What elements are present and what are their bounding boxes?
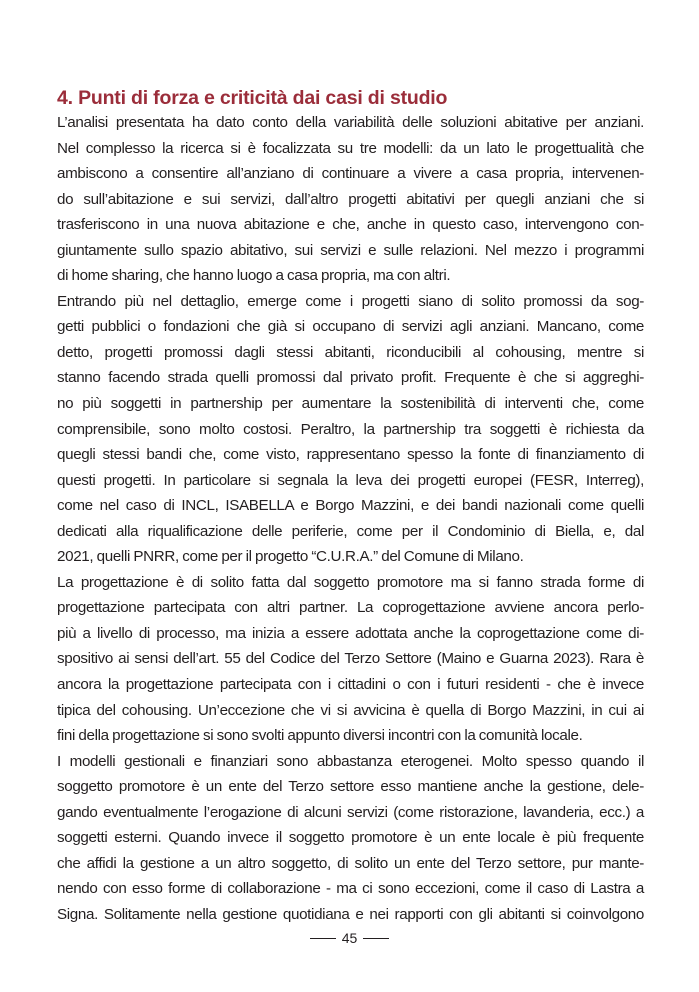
footer-rule-left <box>310 938 336 939</box>
text-line: fini della progettazione si sono svolti appunto diversi incontri con la comunità locale. <box>57 727 583 745</box>
page-body <box>57 86 644 928</box>
text-line: Signa. Solitamente nella gestione quotidiana e nei rapporti con gli abitanti si coinvolgono <box>57 905 644 923</box>
text-line: tipica del cohousing. Un’eccezione che vi si avvicina è quella di Borgo Mazzini, in cui ai <box>57 701 644 719</box>
text-line: trasferiscono in una nuova abitazione e che, anche in questo caso, intervengono con- <box>57 216 644 234</box>
text-line: di home sharing, che hanno luogo a casa propria, ma con altri. <box>57 267 451 285</box>
text-line: più a livello di processo, ma inizia a essere adottata anche la coprogettazione come di- <box>57 624 644 642</box>
text-line: questi progetti. In particolare si segnala la leva dei progetti europei (FESR, Interreg), <box>57 471 644 489</box>
paragraph-3 <box>57 570 644 749</box>
footer-rule-right <box>363 938 389 939</box>
section-title: 4. Punti di forza e criticità dai casi di studio <box>57 87 448 109</box>
paragraph-1 <box>57 110 644 289</box>
text-line: progettazione partecipata con altri partner. La coprogettazione avviene ancora perlo- <box>57 599 644 617</box>
text-line: no più soggetti in partnership per aumentare la sostenibilità di interventi che, come <box>57 395 644 413</box>
paragraph-4 <box>57 749 644 928</box>
text-line: I modelli gestionali e finanziari sono abbastanza eterogenei. Molto spesso quando il <box>57 752 644 770</box>
text-line: Nel complesso la ricerca si è focalizzata su tre modelli: da un lato le progettualità che <box>57 139 644 157</box>
text-line: 2021, quelli PNRR, come per il progetto “C.U.R.A.” del Comune di Milano. <box>57 548 524 566</box>
paragraph-2 <box>57 289 644 570</box>
text-line: come nel caso di INCL, ISABELLA e Borgo Mazzini, e dei bandi nazionali come quelli <box>57 497 644 515</box>
text-line: ancora la progettazione partecipata con i cittadini o con i futuri residenti - che è invece <box>57 676 644 694</box>
text-line: spositivo ai sensi dell’art. 55 del Codice del Terzo Settore (Maino e Guarna 2023). Rara è <box>57 650 644 668</box>
text-line: L’analisi presentata ha dato conto della variabilità delle soluzioni abitative per anziani. <box>57 114 644 131</box>
text-line: detto, progetti promossi dagli stessi abitanti, riconducibili al cohousing, mentre si <box>57 343 644 361</box>
text-line: soggetto promotore è un ente del Terzo settore esso mantiene anche la gestione, dele- <box>57 778 644 796</box>
text-line: nendo con esso forme di collaborazione - ma ci sono eccezioni, come il caso di Lastra a <box>57 880 644 898</box>
text-line: dedicati alla riqualificazione delle periferie, come per il Condominio di Biella, e, dal <box>57 522 644 540</box>
text-line: ambiscono a consentire all’anziano di continuare a vivere a casa propria, intervenen- <box>57 165 644 183</box>
text-line: soggetti esterni. Quando invece il soggetto promotore è un ente locale è più frequente <box>57 829 644 847</box>
page-footer <box>0 930 699 946</box>
text-line: Entrando più nel dettaglio, emerge come i progetti siano di solito promossi da sog- <box>57 292 644 310</box>
text-line: getti pubblici o fondazioni che già si occupano di servizi agli anziani. Mancano, come <box>57 318 644 336</box>
page-number: 45 <box>341 930 358 946</box>
text-line: do sull’abitazione e sui servizi, dall’altro progetti abitativi per quegli anziani che si <box>57 190 644 208</box>
text-line: quegli stessi bandi che, come visto, rappresentano spesso la fonte di finanziamento di <box>57 446 644 464</box>
text-line: La progettazione è di solito fatta dal soggetto promotore ma si fanno strada forme di <box>57 573 644 591</box>
text-line: stanno facendo strada quelli promossi dal privato profit. Frequente è che si aggreghi- <box>57 369 644 387</box>
text-line: gando eventualmente l’erogazione di alcuni servizi (come ristorazione, lavanderia, ecc.) a <box>57 803 644 821</box>
text-line: che affidi la gestione a un altro soggetto, di solito un ente del Terzo settore, pur mante- <box>57 854 644 872</box>
text-line: giuntamente sullo spazio abitativo, sui servizi e sulle relazioni. Nel mezzo i programmi <box>57 241 644 259</box>
text-line: comprensibile, sono molto costosi. Peraltro, la partnership tra soggetti è richiesta da <box>57 420 644 438</box>
